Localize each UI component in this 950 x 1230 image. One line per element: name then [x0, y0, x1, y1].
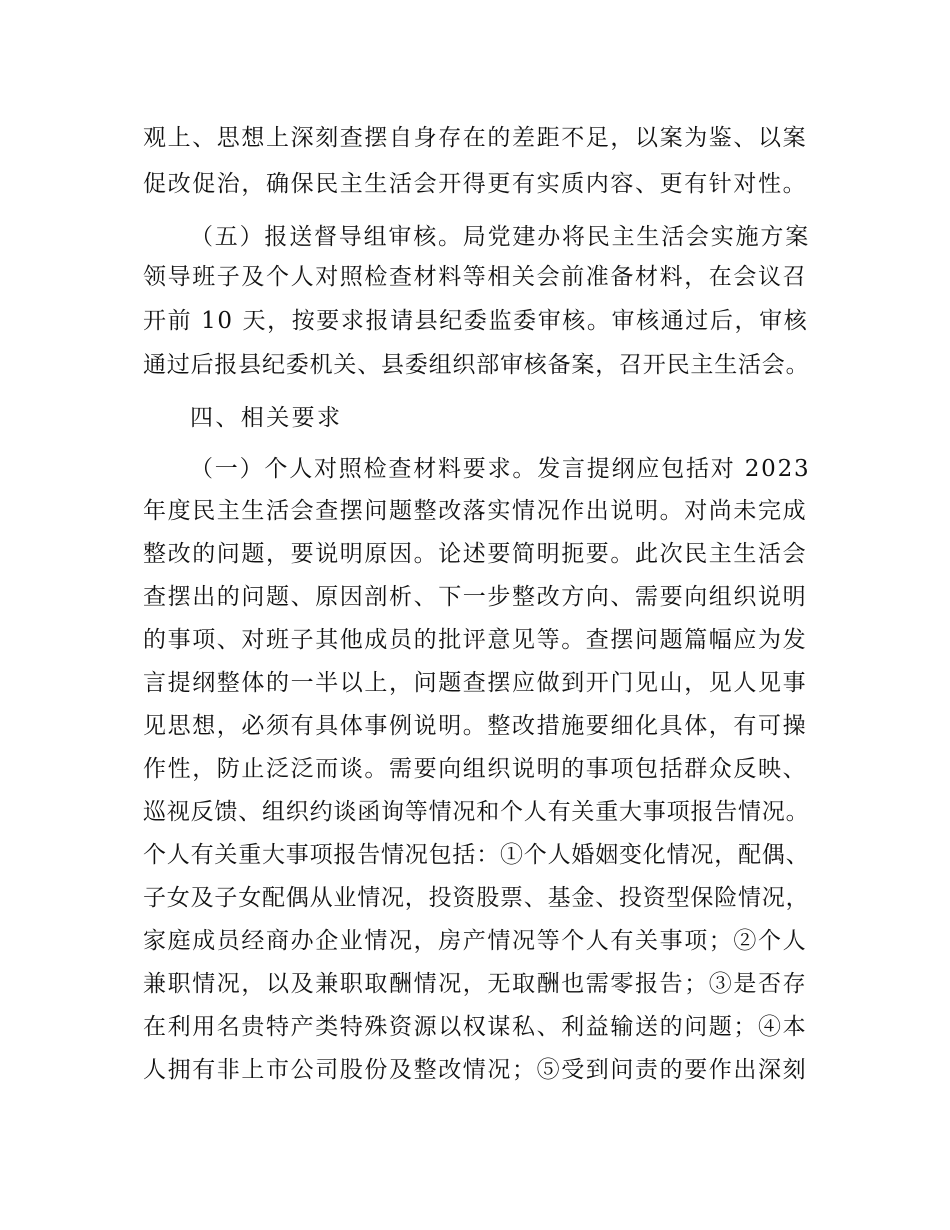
- body-line: 查摆出的问题、原因剖析、下一步整改方向、需要向组织说明: [143, 584, 808, 610]
- body-line: 整改的问题，要说明原因。论述要简明扼要。此次民主生活会: [143, 541, 808, 567]
- body-line: 巡视反馈、组织约谈函询等情况和个人有关重大事项报告情况。: [143, 799, 810, 825]
- body-line: 通过后报县纪委机关、县委组织部审核备案，召开民主生活会。: [143, 352, 810, 378]
- section-heading: 四、相关要求: [190, 405, 343, 431]
- body-line: 子女及子女配偶从业情况，投资股票、基金、投资型保险情况，: [143, 885, 810, 911]
- paragraph-heading-5: （五）报送督导组审核。局党建办将民主生活会实施方案: [190, 224, 810, 250]
- body-line: 开前 10 天，按要求报请县纪委监委审核。审核通过后，审核: [143, 308, 809, 334]
- body-line: 家庭成员经商办企业情况，房产情况等个人有关事项；②个人: [143, 928, 808, 954]
- body-line: 作性，防止泛泛而谈。需要向组织说明的事项包括群众反映、: [143, 756, 808, 782]
- body-line: 观上、思想上深刻查摆自身存在的差距不足，以案为鉴、以案: [143, 125, 808, 151]
- body-line: 言提纲整体的一半以上，问题查摆应做到开门见山，见人见事: [143, 670, 808, 696]
- body-line: 促改促治，确保民主生活会开得更有实质内容、更有针对性。: [143, 171, 808, 197]
- body-line: 见思想，必须有具体事例说明。整改措施要细化具体，有可操: [143, 713, 808, 739]
- body-line: 人拥有非上市公司股份及整改情况；⑤受到问责的要作出深刻: [143, 1057, 808, 1083]
- body-line: 的事项、对班子其他成员的批评意见等。查摆问题篇幅应为发: [143, 627, 808, 653]
- body-line: 个人有关重大事项报告情况包括：①个人婚姻变化情况，配偶、: [143, 842, 810, 868]
- body-line: 在利用名贵特产类特殊资源以权谋私、利益输送的问题；④本: [143, 1014, 808, 1040]
- paragraph-heading-1: （一）个人对照检查材料要求。发言提纲应包括对 2023: [190, 456, 811, 482]
- body-line: 兼职情况，以及兼职取酬情况，无取酬也需零报告；③是否存: [143, 971, 808, 997]
- body-line: 领导班子及个人对照检查材料等相关会前准备材料，在会议召: [143, 264, 808, 290]
- body-line: 年度民主生活会查摆问题整改落实情况作出说明。对尚未完成: [143, 498, 808, 524]
